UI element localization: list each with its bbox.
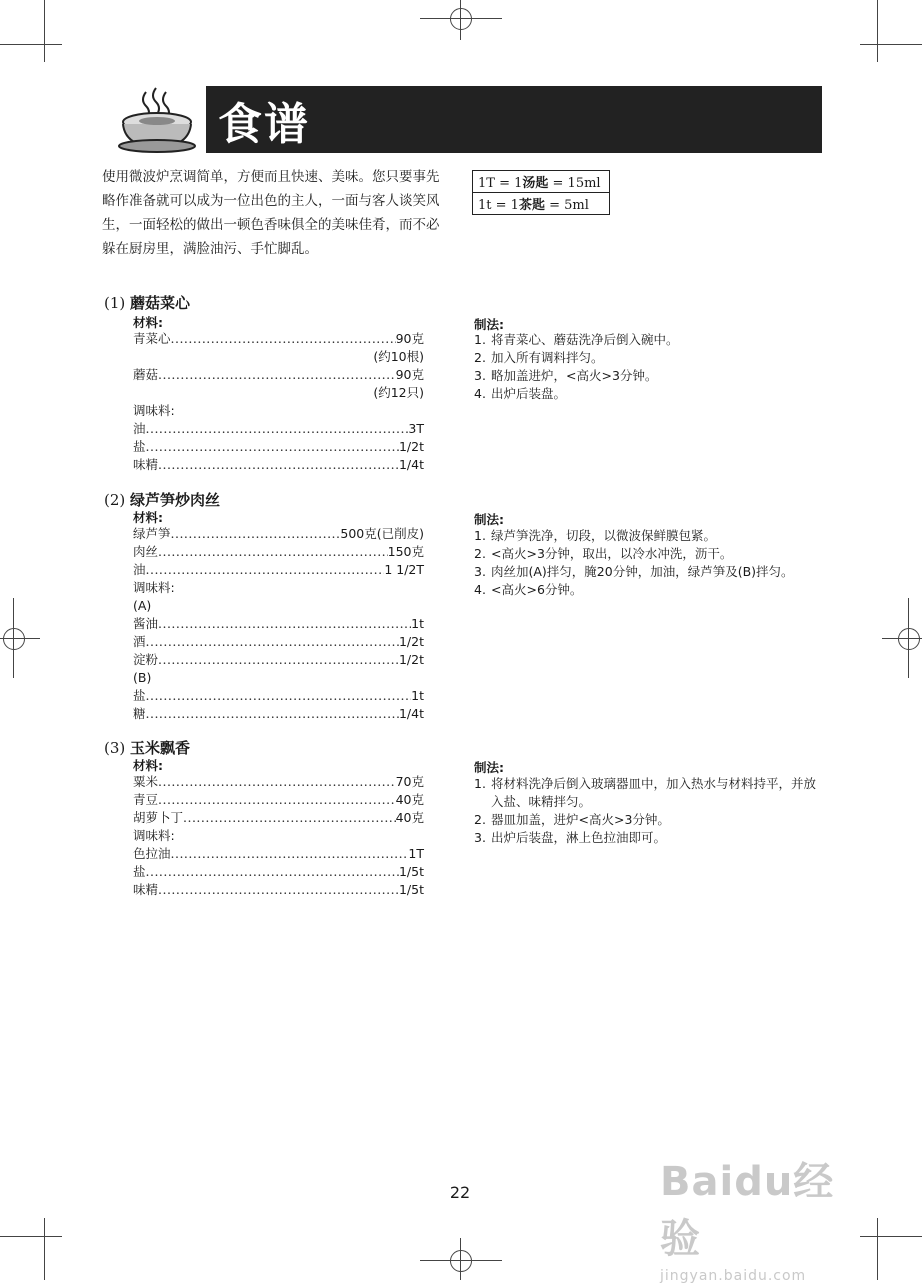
step-number: 2. bbox=[474, 812, 486, 827]
unit-conversion-table bbox=[472, 170, 610, 215]
ingredient-quantity: 500克(已削皮) bbox=[340, 526, 424, 541]
ingredient-name: 糖 bbox=[133, 706, 146, 721]
ingredient-quantity: 1/4t bbox=[398, 706, 424, 721]
ingredient-name: 绿芦笋 bbox=[133, 526, 171, 541]
ingredient-name: 肉丝 bbox=[133, 544, 159, 559]
ingredient-row bbox=[133, 881, 424, 899]
leader-dots bbox=[146, 420, 409, 438]
method-label: 制法: bbox=[474, 317, 504, 332]
step-text: 肉丝加(A)拌匀，腌20分钟，加油，绿芦笋及(B)拌匀。 bbox=[491, 564, 794, 579]
ingredient-row bbox=[133, 420, 424, 438]
ingredient-row bbox=[133, 330, 424, 348]
soup-bowl-icon bbox=[116, 86, 198, 156]
materials-label: 材料: bbox=[133, 315, 163, 330]
method-step bbox=[474, 349, 824, 367]
recipe-name: 绿芦笋炒肉丝 bbox=[130, 491, 221, 509]
watermark-url: jingyan.baidu.com bbox=[660, 1268, 807, 1284]
step-number: 1. bbox=[474, 528, 486, 543]
ingredient-row bbox=[133, 845, 424, 863]
ingredient-list bbox=[133, 773, 424, 899]
method-step bbox=[474, 527, 824, 545]
recipe-number: (2) bbox=[104, 491, 126, 509]
recipe-title bbox=[104, 292, 190, 313]
ingredient-quantity: 90克 bbox=[395, 331, 424, 346]
leader-dots bbox=[171, 330, 396, 348]
unit-word: 汤匙 bbox=[522, 176, 549, 191]
step-number: 2. bbox=[474, 350, 486, 365]
step-text: <高火>6分钟。 bbox=[491, 582, 583, 597]
ingredient-row bbox=[133, 687, 424, 705]
ingredient-row bbox=[133, 615, 424, 633]
leader-dots bbox=[158, 651, 399, 669]
ingredient-quantity: 1/5t bbox=[398, 864, 424, 879]
leader-dots bbox=[146, 863, 399, 881]
step-text: 出炉后装盘。 bbox=[491, 386, 567, 401]
ingredient-quantity: 1/2t bbox=[398, 439, 424, 454]
ingredient-quantity: 1/4t bbox=[398, 457, 424, 472]
materials-label: 材料: bbox=[133, 758, 163, 773]
ingredient-subheading bbox=[133, 827, 424, 845]
unit-row-tablespoon bbox=[473, 171, 610, 193]
ingredient-name: 胡萝卜丁 bbox=[133, 810, 184, 825]
step-text: 略加盖进炉，<高火>3分钟。 bbox=[491, 368, 658, 383]
step-number: 3. bbox=[474, 830, 486, 845]
method-step bbox=[474, 581, 824, 599]
leader-dots bbox=[146, 633, 399, 651]
method-step bbox=[474, 563, 824, 581]
ingredient-quantity: 1/5t bbox=[398, 882, 424, 897]
ingredient-quantity: 40克 bbox=[395, 792, 424, 807]
recipe-number: (1) bbox=[104, 294, 126, 312]
unit-right: = 5ml bbox=[544, 198, 589, 213]
recipe-title bbox=[104, 737, 190, 758]
ingredient-subheading bbox=[133, 597, 424, 615]
ingredient-name: 青菜心 bbox=[133, 331, 171, 346]
ingredient-subheading bbox=[133, 402, 424, 420]
step-text: 将青菜心、蘑菇洗净后倒入碗中。 bbox=[491, 332, 679, 347]
ingredient-row bbox=[133, 456, 424, 474]
ingredient-name: 色拉油 bbox=[133, 846, 171, 861]
ingredient-name: 油 bbox=[133, 421, 146, 436]
ingredient-row bbox=[133, 438, 424, 456]
ingredient-name: 盐 bbox=[133, 864, 146, 879]
subheading-text: (B) bbox=[133, 670, 152, 685]
ingredient-name: 盐 bbox=[133, 688, 146, 703]
step-text: 绿芦笋洗净，切段，以微波保鲜膜包紧。 bbox=[491, 528, 717, 543]
ingredient-name: 蘑菇 bbox=[133, 367, 159, 382]
ingredient-name: 粟米 bbox=[133, 774, 159, 789]
unit-word: 茶匙 bbox=[518, 198, 545, 213]
method-step bbox=[474, 775, 824, 811]
method-step bbox=[474, 331, 824, 349]
ingredient-quantity: 1t bbox=[411, 688, 424, 703]
leader-dots bbox=[146, 687, 412, 705]
ingredient-row bbox=[133, 809, 424, 827]
leader-dots bbox=[146, 561, 385, 579]
step-number: 3. bbox=[474, 368, 486, 383]
leader-dots bbox=[158, 773, 396, 791]
ingredient-name: 油 bbox=[133, 562, 146, 577]
ingredient-quantity: 1/2t bbox=[398, 634, 424, 649]
method-steps bbox=[474, 775, 824, 847]
method-step bbox=[474, 385, 824, 403]
leader-dots bbox=[158, 456, 399, 474]
subheading-text: 调味料: bbox=[133, 580, 175, 595]
ingredient-quantity: 1/2t bbox=[398, 652, 424, 667]
ingredient-note bbox=[133, 348, 424, 366]
ingredient-name: 酱油 bbox=[133, 616, 159, 631]
watermark bbox=[660, 1150, 860, 1284]
ingredient-name: 味精 bbox=[133, 882, 159, 897]
ingredient-row bbox=[133, 773, 424, 791]
materials-label: 材料: bbox=[133, 510, 163, 525]
ingredient-name: 味精 bbox=[133, 457, 159, 472]
ingredient-row bbox=[133, 561, 424, 579]
recipe-number: (3) bbox=[104, 739, 126, 757]
ingredient-note-text: (约12只) bbox=[373, 385, 424, 400]
leader-dots bbox=[183, 809, 396, 827]
intro-paragraph: 使用微波炉烹调简单，方便而且快速、美味。您只要事先略作准备就可以成为一位出色的主人，一面与客人谈笑风生，一面轻松的做出一顿色香味俱全的美味佳肴，而不必躲在厨房里，满脸油污、手忙脚乱。 bbox=[102, 169, 440, 257]
ingredient-subheading bbox=[133, 579, 424, 597]
ingredient-name: 盐 bbox=[133, 439, 146, 454]
leader-dots bbox=[158, 881, 399, 899]
ingredient-list bbox=[133, 330, 424, 474]
step-number: 4. bbox=[474, 386, 486, 401]
ingredient-quantity: 3T bbox=[408, 421, 424, 436]
unit-left: 1T = 1 bbox=[478, 176, 523, 191]
page-title: 食谱 bbox=[218, 99, 310, 150]
ingredient-row bbox=[133, 525, 424, 543]
leader-dots bbox=[171, 525, 341, 543]
ingredient-list bbox=[133, 525, 424, 723]
method-step bbox=[474, 367, 824, 385]
leader-dots bbox=[158, 791, 396, 809]
recipe-name: 蘑菇菜心 bbox=[130, 294, 191, 312]
unit-left: 1t = 1 bbox=[478, 198, 519, 213]
step-text: 出炉后装盘，淋上色拉油即可。 bbox=[491, 830, 667, 845]
step-number: 1. bbox=[474, 332, 486, 347]
step-number: 3. bbox=[474, 564, 486, 579]
subheading-text: (A) bbox=[133, 598, 152, 613]
step-text: 加入所有调料拌匀。 bbox=[491, 350, 604, 365]
ingredient-quantity: 90克 bbox=[395, 367, 424, 382]
method-step bbox=[474, 829, 824, 847]
ingredient-quantity: 1 1/2T bbox=[384, 562, 424, 577]
method-steps bbox=[474, 527, 824, 599]
watermark-brand: Baidu经验 bbox=[660, 1159, 835, 1262]
ingredient-name: 淀粉 bbox=[133, 652, 159, 667]
method-label: 制法: bbox=[474, 760, 504, 775]
ingredient-name: 酒 bbox=[133, 634, 146, 649]
ingredient-row bbox=[133, 366, 424, 384]
method-steps bbox=[474, 331, 824, 403]
ingredient-row bbox=[133, 863, 424, 881]
leader-dots bbox=[158, 615, 411, 633]
method-step bbox=[474, 545, 824, 563]
ingredient-subheading bbox=[133, 669, 424, 687]
ingredient-row bbox=[133, 543, 424, 561]
unit-row-teaspoon bbox=[473, 193, 610, 215]
method-step bbox=[474, 811, 824, 829]
ingredient-note bbox=[133, 384, 424, 402]
ingredient-row bbox=[133, 633, 424, 651]
step-text: <高火>3分钟，取出，以冷水冲洗，沥干。 bbox=[491, 546, 733, 561]
title-bar bbox=[206, 86, 822, 153]
leader-dots bbox=[146, 705, 399, 723]
ingredient-quantity: 1t bbox=[411, 616, 424, 631]
subheading-text: 调味料: bbox=[133, 828, 175, 843]
page-number: 22 bbox=[449, 1183, 471, 1202]
ingredient-row bbox=[133, 791, 424, 809]
ingredient-quantity: 70克 bbox=[395, 774, 424, 789]
ingredient-note-text: (约10根) bbox=[373, 349, 424, 364]
step-text: 器皿加盖，进炉<高火>3分钟。 bbox=[491, 812, 670, 827]
ingredient-quantity: 150克 bbox=[387, 544, 424, 559]
method-label: 制法: bbox=[474, 512, 504, 527]
ingredient-quantity: 1T bbox=[408, 846, 424, 861]
step-text: 将材料洗净后倒入玻璃器皿中，加入热水与材料持平，并放入盐、味精拌匀。 bbox=[491, 776, 817, 809]
recipe-title bbox=[104, 489, 220, 510]
step-number: 4. bbox=[474, 582, 486, 597]
leader-dots bbox=[158, 543, 388, 561]
leader-dots bbox=[158, 366, 396, 384]
ingredient-row bbox=[133, 705, 424, 723]
ingredient-row bbox=[133, 651, 424, 669]
recipe-name: 玉米飘香 bbox=[130, 739, 191, 757]
leader-dots bbox=[171, 845, 409, 863]
ingredient-name: 青豆 bbox=[133, 792, 159, 807]
step-number: 2. bbox=[474, 546, 486, 561]
leader-dots bbox=[146, 438, 399, 456]
unit-right: = 15ml bbox=[548, 176, 601, 191]
ingredient-quantity: 40克 bbox=[395, 810, 424, 825]
subheading-text: 调味料: bbox=[133, 403, 175, 418]
step-number: 1. bbox=[474, 776, 486, 791]
